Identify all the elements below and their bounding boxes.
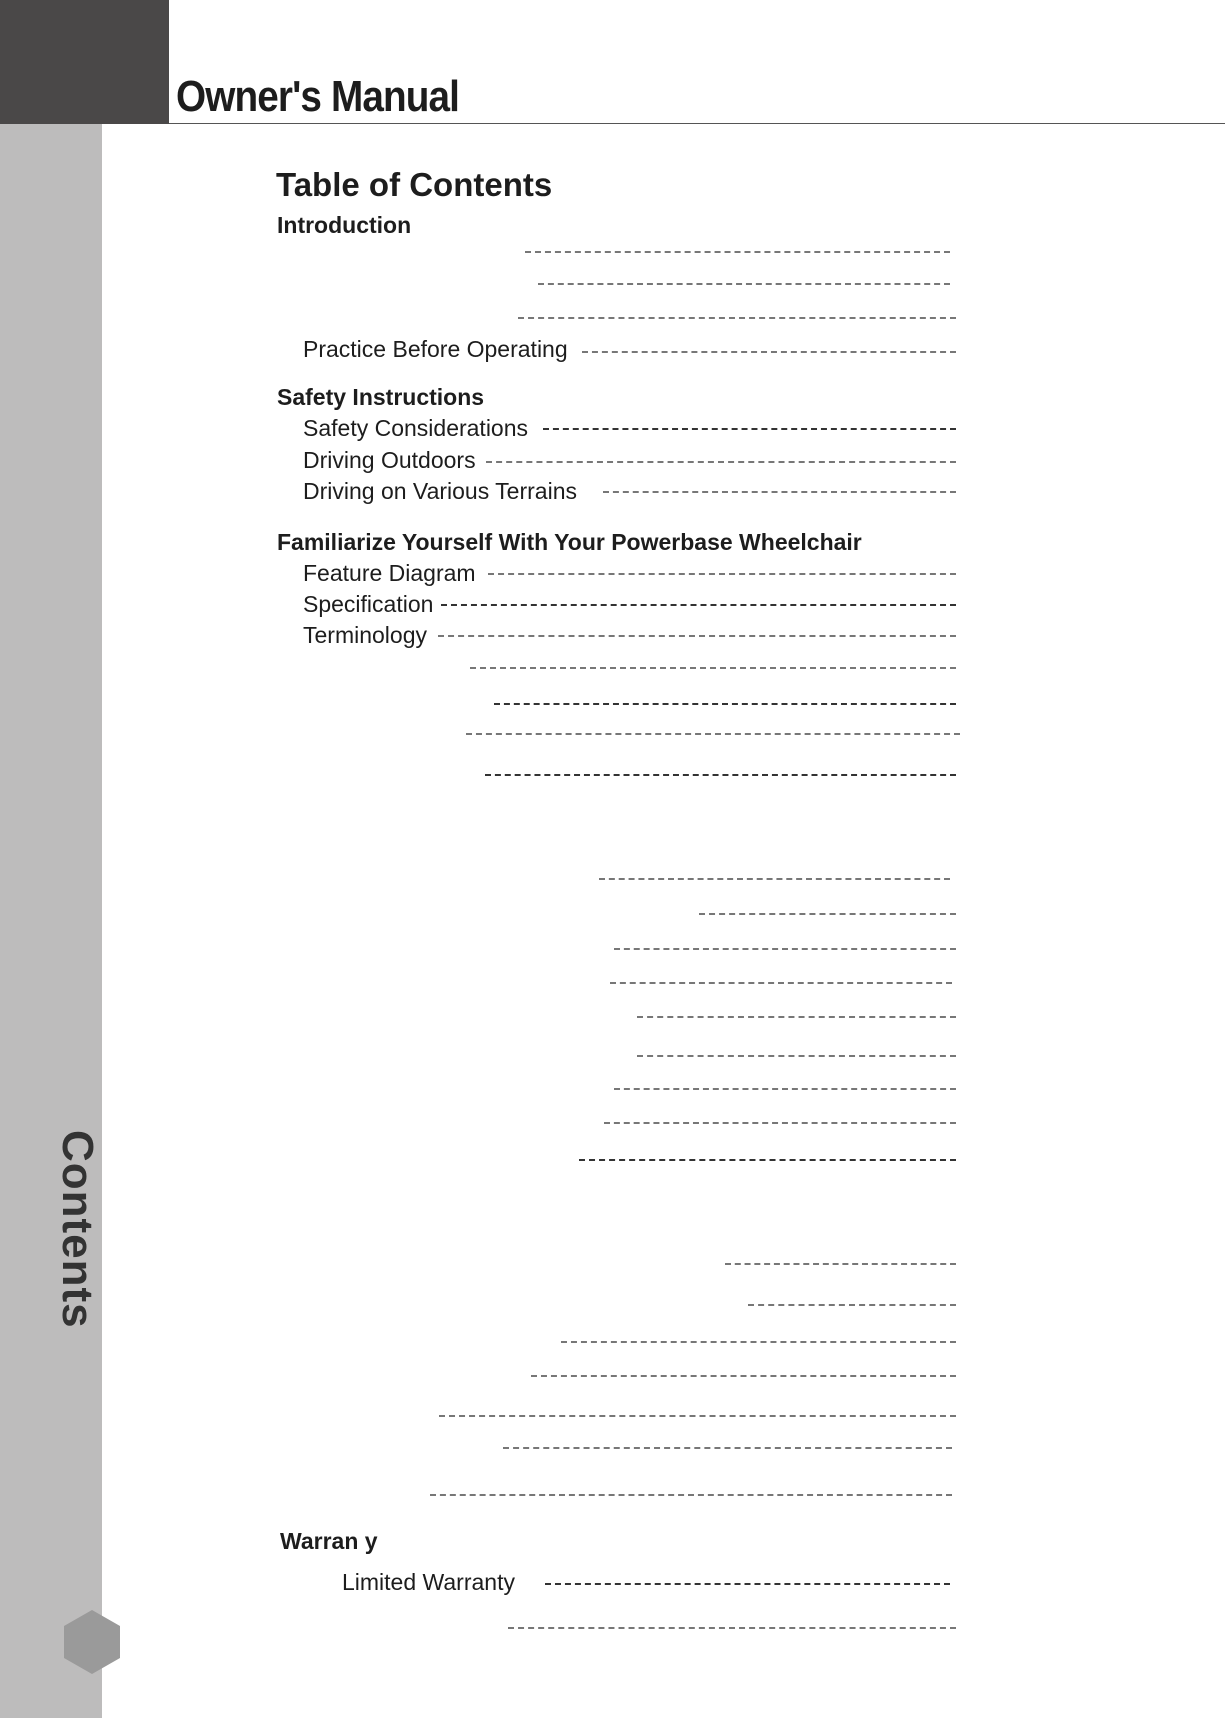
header-dark-block: [0, 0, 169, 124]
section-introduction: Introduction: [277, 212, 412, 238]
toc-leader: [614, 948, 956, 950]
toc-leader: [488, 573, 956, 575]
toc-entry-safety-considerations[interactable]: Safety Considerations: [303, 415, 529, 441]
toc-leader: [582, 351, 956, 353]
toc-entry-driving-outdoors[interactable]: Driving Outdoors: [303, 447, 476, 473]
toc-leader: [518, 317, 956, 319]
toc-leader: [637, 1055, 956, 1057]
toc-entry-terminology[interactable]: Terminology: [303, 622, 427, 648]
toc-leader: [699, 913, 956, 915]
toc-leader: [470, 667, 956, 669]
toc-leader: [545, 1583, 950, 1585]
toc-leader: [466, 733, 960, 735]
toc-leader: [441, 604, 956, 606]
toc-leader: [725, 1263, 956, 1265]
toc-entry-practice[interactable]: Practice Before Operating: [303, 336, 568, 362]
toc-leader: [610, 982, 952, 984]
toc-leader: [508, 1627, 956, 1629]
toc-leader: [503, 1447, 952, 1449]
toc-leader: [486, 461, 956, 463]
toc-entry-feature-diagram[interactable]: Feature Diagram: [303, 560, 476, 586]
toc-entry-driving-terrains[interactable]: Driving on Various Terrains: [303, 478, 577, 504]
section-familiarize: Familiarize Yourself With Your Powerbase Wheelchair: [277, 529, 862, 555]
toc-leader: [604, 1122, 956, 1124]
toc-leader: [439, 1415, 956, 1417]
toc-leader: [748, 1304, 956, 1306]
section-safety: Safety Instructions: [277, 384, 485, 410]
left-sidebar-band: [0, 124, 102, 1718]
toc-leader: [430, 1494, 952, 1496]
toc-entry-limited-warranty[interactable]: Limited Warranty: [342, 1569, 515, 1595]
toc-leader: [531, 1375, 956, 1377]
toc-leader: [543, 428, 956, 430]
section-warranty: Warran y: [280, 1528, 378, 1554]
toc-leader: [525, 251, 950, 253]
toc-title: Table of Contents: [276, 166, 553, 203]
toc-leader: [438, 635, 956, 637]
toc-leader: [579, 1159, 956, 1161]
toc-entry-specification[interactable]: Specification: [303, 591, 434, 617]
toc-leader: [494, 703, 956, 705]
toc-leader: [599, 878, 950, 880]
header-rule: [169, 123, 1225, 124]
toc-leader: [485, 774, 956, 776]
toc-leader: [637, 1016, 956, 1018]
toc-leader: [538, 283, 950, 285]
toc-leader: [614, 1088, 956, 1090]
toc-leader: [603, 491, 956, 493]
manual-title: Owner's Manual: [176, 72, 460, 121]
side-tab-label: Contents: [53, 1130, 102, 1329]
toc-leader: [561, 1341, 956, 1343]
